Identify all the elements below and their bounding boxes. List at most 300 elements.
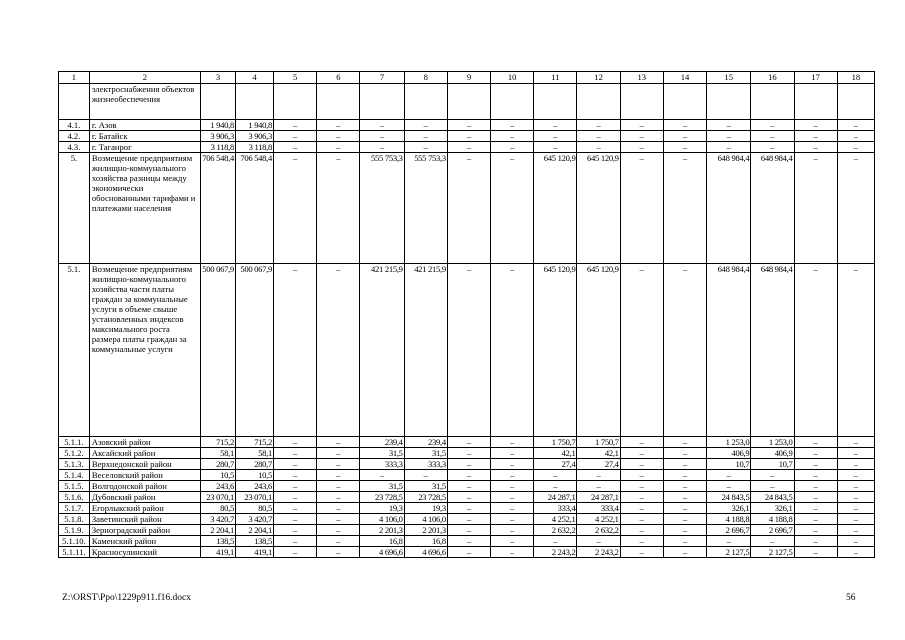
table-cell: – bbox=[837, 131, 874, 142]
table-cell: 555 753,3 bbox=[360, 153, 404, 264]
table-cell: – bbox=[447, 492, 490, 503]
table-cell: – bbox=[663, 264, 706, 437]
table-cell: – bbox=[360, 131, 404, 142]
table-cell: – bbox=[360, 120, 404, 131]
row-index: 5.1.5. bbox=[59, 481, 90, 492]
table-cell: – bbox=[751, 536, 794, 547]
table-cell: – bbox=[274, 437, 317, 448]
table-cell: – bbox=[794, 142, 837, 153]
table-cell: – bbox=[491, 142, 534, 153]
row-description: электроснабжения объектов жизнеобеспечения bbox=[89, 84, 200, 120]
table-cell: – bbox=[447, 536, 490, 547]
table-cell: – bbox=[837, 470, 874, 481]
table-cell: 280,7 bbox=[235, 459, 273, 470]
table-row bbox=[59, 448, 875, 459]
table-cell: – bbox=[274, 481, 317, 492]
table-cell: – bbox=[837, 120, 874, 131]
table-cell: – bbox=[751, 470, 794, 481]
table-cell: 648 984,4 bbox=[751, 153, 794, 264]
table-row bbox=[59, 514, 875, 525]
table-cell: – bbox=[274, 536, 317, 547]
table-cell: 500 067,9 bbox=[200, 264, 235, 437]
table-cell: – bbox=[837, 525, 874, 536]
row-index: 5.1.9. bbox=[59, 525, 90, 536]
table-cell: – bbox=[663, 481, 706, 492]
table-cell: 31,5 bbox=[404, 448, 447, 459]
table-cell: – bbox=[794, 514, 837, 525]
row-description: г. Азов bbox=[89, 120, 200, 131]
row-index: 5.1.4. bbox=[59, 470, 90, 481]
table-cell: 2 632,2 bbox=[534, 525, 577, 536]
row-index: 5.1.3. bbox=[59, 459, 90, 470]
row-index: 5.1.2. bbox=[59, 448, 90, 459]
table-cell: – bbox=[317, 142, 360, 153]
table-cell: – bbox=[317, 470, 360, 481]
table-cell: – bbox=[447, 525, 490, 536]
table-cell: 243,6 bbox=[200, 481, 235, 492]
table-cell: 1 750,7 bbox=[534, 437, 577, 448]
table-cell: 19,3 bbox=[360, 503, 404, 514]
table-cell: 24 287,1 bbox=[577, 492, 620, 503]
table-cell: 10,5 bbox=[235, 470, 273, 481]
table-row bbox=[59, 459, 875, 470]
table-cell: – bbox=[751, 131, 794, 142]
table-cell: – bbox=[663, 437, 706, 448]
table-cell: – bbox=[837, 514, 874, 525]
table-cell: 4 252,1 bbox=[534, 514, 577, 525]
table-cell: – bbox=[491, 459, 534, 470]
table-cell: – bbox=[794, 120, 837, 131]
row-index bbox=[59, 84, 90, 120]
table-row bbox=[59, 153, 875, 264]
table-cell: 648 984,4 bbox=[707, 153, 751, 264]
table-cell: 2 201,3 bbox=[404, 525, 447, 536]
table-cell bbox=[235, 84, 273, 120]
table-cell: 138,5 bbox=[235, 536, 273, 547]
table-cell: – bbox=[663, 503, 706, 514]
table-cell: 1 253,0 bbox=[707, 437, 751, 448]
table-cell: 2 243,2 bbox=[534, 547, 577, 558]
table-cell: – bbox=[404, 470, 447, 481]
table-cell: – bbox=[837, 547, 874, 558]
table-cell: – bbox=[794, 536, 837, 547]
table-cell: – bbox=[491, 264, 534, 437]
column-number: 8 bbox=[404, 72, 447, 84]
table-cell: – bbox=[447, 131, 490, 142]
table-cell: – bbox=[447, 120, 490, 131]
column-number: 17 bbox=[794, 72, 837, 84]
table-cell: – bbox=[837, 459, 874, 470]
table-cell: – bbox=[620, 142, 663, 153]
table-cell: – bbox=[751, 120, 794, 131]
table-cell: 80,5 bbox=[235, 503, 273, 514]
table-cell: – bbox=[663, 142, 706, 153]
table-cell: 3 420,7 bbox=[235, 514, 273, 525]
table-cell: 2 127,5 bbox=[751, 547, 794, 558]
table-cell: – bbox=[794, 459, 837, 470]
table-cell: 1 940,8 bbox=[200, 120, 235, 131]
table-cell: – bbox=[620, 514, 663, 525]
table-cell bbox=[491, 84, 534, 120]
table-cell: – bbox=[447, 547, 490, 558]
table-cell: – bbox=[317, 459, 360, 470]
table-cell: – bbox=[663, 514, 706, 525]
table-cell: 19,3 bbox=[404, 503, 447, 514]
table-cell: 706 548,4 bbox=[200, 153, 235, 264]
table-cell: – bbox=[707, 481, 751, 492]
table-cell: 4 188,8 bbox=[751, 514, 794, 525]
table-cell: 648 984,4 bbox=[707, 264, 751, 437]
table-cell bbox=[274, 84, 317, 120]
table-cell: 23 728,5 bbox=[404, 492, 447, 503]
table-cell: – bbox=[794, 437, 837, 448]
table-cell: 4 696,6 bbox=[404, 547, 447, 558]
column-number: 18 bbox=[837, 72, 874, 84]
table-cell: – bbox=[534, 131, 577, 142]
table-row bbox=[59, 481, 875, 492]
table-cell: – bbox=[577, 142, 620, 153]
table-cell: – bbox=[447, 264, 490, 437]
table-cell: – bbox=[447, 153, 490, 264]
table-cell: 24 843,5 bbox=[707, 492, 751, 503]
column-number: 16 bbox=[751, 72, 794, 84]
table-cell: 2 632,2 bbox=[577, 525, 620, 536]
table-row bbox=[59, 142, 875, 153]
table-cell: 2 127,5 bbox=[707, 547, 751, 558]
table-cell: – bbox=[534, 142, 577, 153]
table-cell: – bbox=[491, 437, 534, 448]
table-cell: – bbox=[274, 120, 317, 131]
table-cell: – bbox=[491, 525, 534, 536]
table-cell: – bbox=[837, 437, 874, 448]
table-cell: 2 243,2 bbox=[577, 547, 620, 558]
table-cell: 280,7 bbox=[200, 459, 235, 470]
row-description: Возмещение предприятиям жилищно-коммунального хозяйства разницы между экономически обоснованными тарифами и платежами населения bbox=[89, 153, 200, 264]
table-cell: – bbox=[620, 547, 663, 558]
table-cell bbox=[404, 84, 447, 120]
table-cell: – bbox=[707, 120, 751, 131]
table-cell: – bbox=[317, 536, 360, 547]
table-cell: – bbox=[404, 142, 447, 153]
table-cell: – bbox=[663, 547, 706, 558]
table-cell: 715,2 bbox=[200, 437, 235, 448]
table-cell: – bbox=[794, 492, 837, 503]
table-cell: 406,9 bbox=[707, 448, 751, 459]
table-cell: – bbox=[447, 470, 490, 481]
table-cell: – bbox=[837, 142, 874, 153]
table-cell: – bbox=[794, 525, 837, 536]
table-cell: – bbox=[751, 481, 794, 492]
table-cell: 31,5 bbox=[360, 481, 404, 492]
table-cell: – bbox=[317, 120, 360, 131]
table-cell: 1 253,0 bbox=[751, 437, 794, 448]
table-cell: – bbox=[491, 503, 534, 514]
column-number: 12 bbox=[577, 72, 620, 84]
table-cell: 4 252,1 bbox=[577, 514, 620, 525]
table-cell: – bbox=[317, 448, 360, 459]
table-cell: – bbox=[274, 525, 317, 536]
table-row bbox=[59, 525, 875, 536]
table-cell bbox=[577, 84, 620, 120]
row-index: 5.1.7. bbox=[59, 503, 90, 514]
table-cell: 243,6 bbox=[235, 481, 273, 492]
table-cell: – bbox=[577, 120, 620, 131]
table-cell: 645 120,9 bbox=[534, 264, 577, 437]
table-cell: – bbox=[447, 448, 490, 459]
table-cell: 500 067,9 bbox=[235, 264, 273, 437]
table-cell bbox=[663, 84, 706, 120]
table-cell: – bbox=[274, 470, 317, 481]
table-cell: – bbox=[707, 142, 751, 153]
table-cell: – bbox=[707, 131, 751, 142]
table-cell: – bbox=[317, 503, 360, 514]
table-cell: 3 906,3 bbox=[235, 131, 273, 142]
table-cell: – bbox=[620, 525, 663, 536]
table-row bbox=[59, 437, 875, 448]
row-description: Верхнедонской район bbox=[89, 459, 200, 470]
table-row bbox=[59, 470, 875, 481]
table-cell: – bbox=[447, 459, 490, 470]
row-description: Аксайский район bbox=[89, 448, 200, 459]
column-number: 1 bbox=[59, 72, 90, 84]
table-cell: 3 420,7 bbox=[200, 514, 235, 525]
table-cell: – bbox=[447, 514, 490, 525]
row-index: 4.1. bbox=[59, 120, 90, 131]
table-cell: – bbox=[274, 503, 317, 514]
table-cell: – bbox=[360, 470, 404, 481]
row-description: Дубовский район bbox=[89, 492, 200, 503]
table-row bbox=[59, 503, 875, 514]
table-cell: 2 201,3 bbox=[360, 525, 404, 536]
table-cell: – bbox=[663, 448, 706, 459]
table-cell: – bbox=[534, 470, 577, 481]
column-number: 5 bbox=[274, 72, 317, 84]
table-cell: – bbox=[620, 437, 663, 448]
table-cell: – bbox=[794, 448, 837, 459]
table-cell: – bbox=[620, 131, 663, 142]
table-cell: – bbox=[577, 536, 620, 547]
table-cell: 421 215,9 bbox=[404, 264, 447, 437]
table-cell: – bbox=[620, 264, 663, 437]
row-description: Каменский район bbox=[89, 536, 200, 547]
row-description: Егорлыкский район bbox=[89, 503, 200, 514]
table-cell: – bbox=[620, 481, 663, 492]
table-cell: 23 728,5 bbox=[360, 492, 404, 503]
row-description: г. Таганрог bbox=[89, 142, 200, 153]
table-row bbox=[59, 492, 875, 503]
table-cell: 42,1 bbox=[534, 448, 577, 459]
table-cell: 23 070,1 bbox=[235, 492, 273, 503]
table-cell: – bbox=[837, 536, 874, 547]
table-cell: – bbox=[663, 492, 706, 503]
table-cell: – bbox=[620, 470, 663, 481]
table-cell: 648 984,4 bbox=[751, 264, 794, 437]
table-cell: – bbox=[837, 481, 874, 492]
table-cell: – bbox=[317, 153, 360, 264]
table-cell: – bbox=[751, 142, 794, 153]
table-cell: 1 940,8 bbox=[235, 120, 273, 131]
column-number: 2 bbox=[89, 72, 200, 84]
table-cell: 3 118,8 bbox=[200, 142, 235, 153]
row-index: 5.1.8. bbox=[59, 514, 90, 525]
table-cell: 555 753,3 bbox=[404, 153, 447, 264]
budget-table bbox=[58, 71, 875, 558]
row-index: 5.1.11. bbox=[59, 547, 90, 558]
table-cell: 2 204,1 bbox=[235, 525, 273, 536]
table-cell: – bbox=[317, 131, 360, 142]
table-cell: – bbox=[620, 448, 663, 459]
table-cell bbox=[317, 84, 360, 120]
table-cell: 2 204,1 bbox=[200, 525, 235, 536]
table-cell: 645 120,9 bbox=[534, 153, 577, 264]
table-cell: 16,8 bbox=[404, 536, 447, 547]
page-number: 56 bbox=[846, 593, 856, 603]
table-cell: – bbox=[274, 153, 317, 264]
table-cell: – bbox=[317, 481, 360, 492]
table-cell: – bbox=[663, 470, 706, 481]
table-cell: – bbox=[794, 547, 837, 558]
table-cell bbox=[837, 84, 874, 120]
table-cell: 645 120,9 bbox=[577, 153, 620, 264]
table-cell: – bbox=[491, 492, 534, 503]
table-cell: – bbox=[707, 536, 751, 547]
column-number-row bbox=[59, 72, 875, 84]
table-cell: – bbox=[620, 503, 663, 514]
table-cell: 2 696,7 bbox=[751, 525, 794, 536]
table-cell: 239,4 bbox=[360, 437, 404, 448]
table-cell: – bbox=[794, 503, 837, 514]
table-cell: – bbox=[447, 142, 490, 153]
table-cell bbox=[534, 84, 577, 120]
table-cell: – bbox=[620, 492, 663, 503]
table-cell: 24 843,5 bbox=[751, 492, 794, 503]
column-number: 11 bbox=[534, 72, 577, 84]
table-cell: 10,5 bbox=[200, 470, 235, 481]
table-cell: – bbox=[491, 120, 534, 131]
table-cell: – bbox=[404, 131, 447, 142]
column-number: 9 bbox=[447, 72, 490, 84]
row-description: Веселовский район bbox=[89, 470, 200, 481]
table-cell: – bbox=[794, 153, 837, 264]
table-cell bbox=[200, 84, 235, 120]
table-cell: – bbox=[447, 437, 490, 448]
table-cell: – bbox=[794, 264, 837, 437]
row-description: Волгодонской район bbox=[89, 481, 200, 492]
column-number: 7 bbox=[360, 72, 404, 84]
table-cell: – bbox=[491, 448, 534, 459]
table-cell: – bbox=[577, 131, 620, 142]
table-cell: – bbox=[317, 437, 360, 448]
table-cell: 3 906,3 bbox=[200, 131, 235, 142]
row-description: Возмещение предприятиям жилищно-коммунального хозяйства части платы граждан за коммунальные услуги в объеме свыше установленных индексов максимального роста размера платы граждан за коммунальные услуги bbox=[89, 264, 200, 437]
row-index: 5.1.6. bbox=[59, 492, 90, 503]
table-cell: 1 750,7 bbox=[577, 437, 620, 448]
row-description: Зерноградский район bbox=[89, 525, 200, 536]
table-cell: 138,5 bbox=[200, 536, 235, 547]
column-number: 14 bbox=[663, 72, 706, 84]
table-cell: 326,1 bbox=[707, 503, 751, 514]
table-cell: – bbox=[837, 492, 874, 503]
table-row bbox=[59, 547, 875, 558]
table-cell: – bbox=[491, 470, 534, 481]
table-cell: – bbox=[663, 536, 706, 547]
table-cell: – bbox=[491, 514, 534, 525]
row-index: 5.1. bbox=[59, 264, 90, 437]
table-row bbox=[59, 264, 875, 437]
table-cell: – bbox=[620, 153, 663, 264]
table-cell: 24 287,1 bbox=[534, 492, 577, 503]
row-index: 5.1.10. bbox=[59, 536, 90, 547]
table-cell: – bbox=[274, 142, 317, 153]
table-cell: – bbox=[534, 481, 577, 492]
table-cell bbox=[751, 84, 794, 120]
table-cell: 4 106,0 bbox=[404, 514, 447, 525]
table-cell: 4 106,0 bbox=[360, 514, 404, 525]
table-cell: – bbox=[317, 492, 360, 503]
table-cell: 326,1 bbox=[751, 503, 794, 514]
table-cell: – bbox=[491, 481, 534, 492]
table-cell: 27,4 bbox=[534, 459, 577, 470]
row-index: 5.1.1. bbox=[59, 437, 90, 448]
table-cell: 406,9 bbox=[751, 448, 794, 459]
table-cell: – bbox=[491, 153, 534, 264]
table-row bbox=[59, 84, 875, 120]
table-cell: – bbox=[794, 481, 837, 492]
table-cell: – bbox=[620, 120, 663, 131]
table-cell bbox=[360, 84, 404, 120]
table-cell: – bbox=[837, 503, 874, 514]
table-cell: 10,7 bbox=[707, 459, 751, 470]
table-cell: – bbox=[794, 470, 837, 481]
table-cell: – bbox=[534, 536, 577, 547]
column-number: 6 bbox=[317, 72, 360, 84]
table-cell: 421 215,9 bbox=[360, 264, 404, 437]
column-number: 3 bbox=[200, 72, 235, 84]
table-cell: – bbox=[663, 459, 706, 470]
table-cell: 16,8 bbox=[360, 536, 404, 547]
table-cell: – bbox=[620, 459, 663, 470]
table-cell bbox=[447, 84, 490, 120]
row-index: 5. bbox=[59, 153, 90, 264]
table-row bbox=[59, 536, 875, 547]
file-path-footer: Z:\ORST\Ppo\1229p911.f16.docx bbox=[62, 593, 191, 603]
table-cell: 80,5 bbox=[200, 503, 235, 514]
table-cell: 333,3 bbox=[404, 459, 447, 470]
table-cell: 3 118,8 bbox=[235, 142, 273, 153]
table-cell bbox=[794, 84, 837, 120]
table-cell: – bbox=[707, 470, 751, 481]
table-cell: – bbox=[274, 448, 317, 459]
table-cell: 4 696,6 bbox=[360, 547, 404, 558]
table-cell: 4 188,8 bbox=[707, 514, 751, 525]
table-cell: – bbox=[663, 120, 706, 131]
table-cell: 10,7 bbox=[751, 459, 794, 470]
table-cell: 715,2 bbox=[235, 437, 273, 448]
row-description: г. Батайск bbox=[89, 131, 200, 142]
table-cell: – bbox=[274, 547, 317, 558]
table-cell: – bbox=[317, 264, 360, 437]
table-cell: – bbox=[620, 536, 663, 547]
table-cell bbox=[707, 84, 751, 120]
table-cell: 419,1 bbox=[200, 547, 235, 558]
column-number: 15 bbox=[707, 72, 751, 84]
table-cell: – bbox=[491, 547, 534, 558]
table-cell: 42,1 bbox=[577, 448, 620, 459]
column-number: 4 bbox=[235, 72, 273, 84]
table-cell: 27,4 bbox=[577, 459, 620, 470]
table-cell: – bbox=[404, 120, 447, 131]
table-cell: – bbox=[317, 514, 360, 525]
